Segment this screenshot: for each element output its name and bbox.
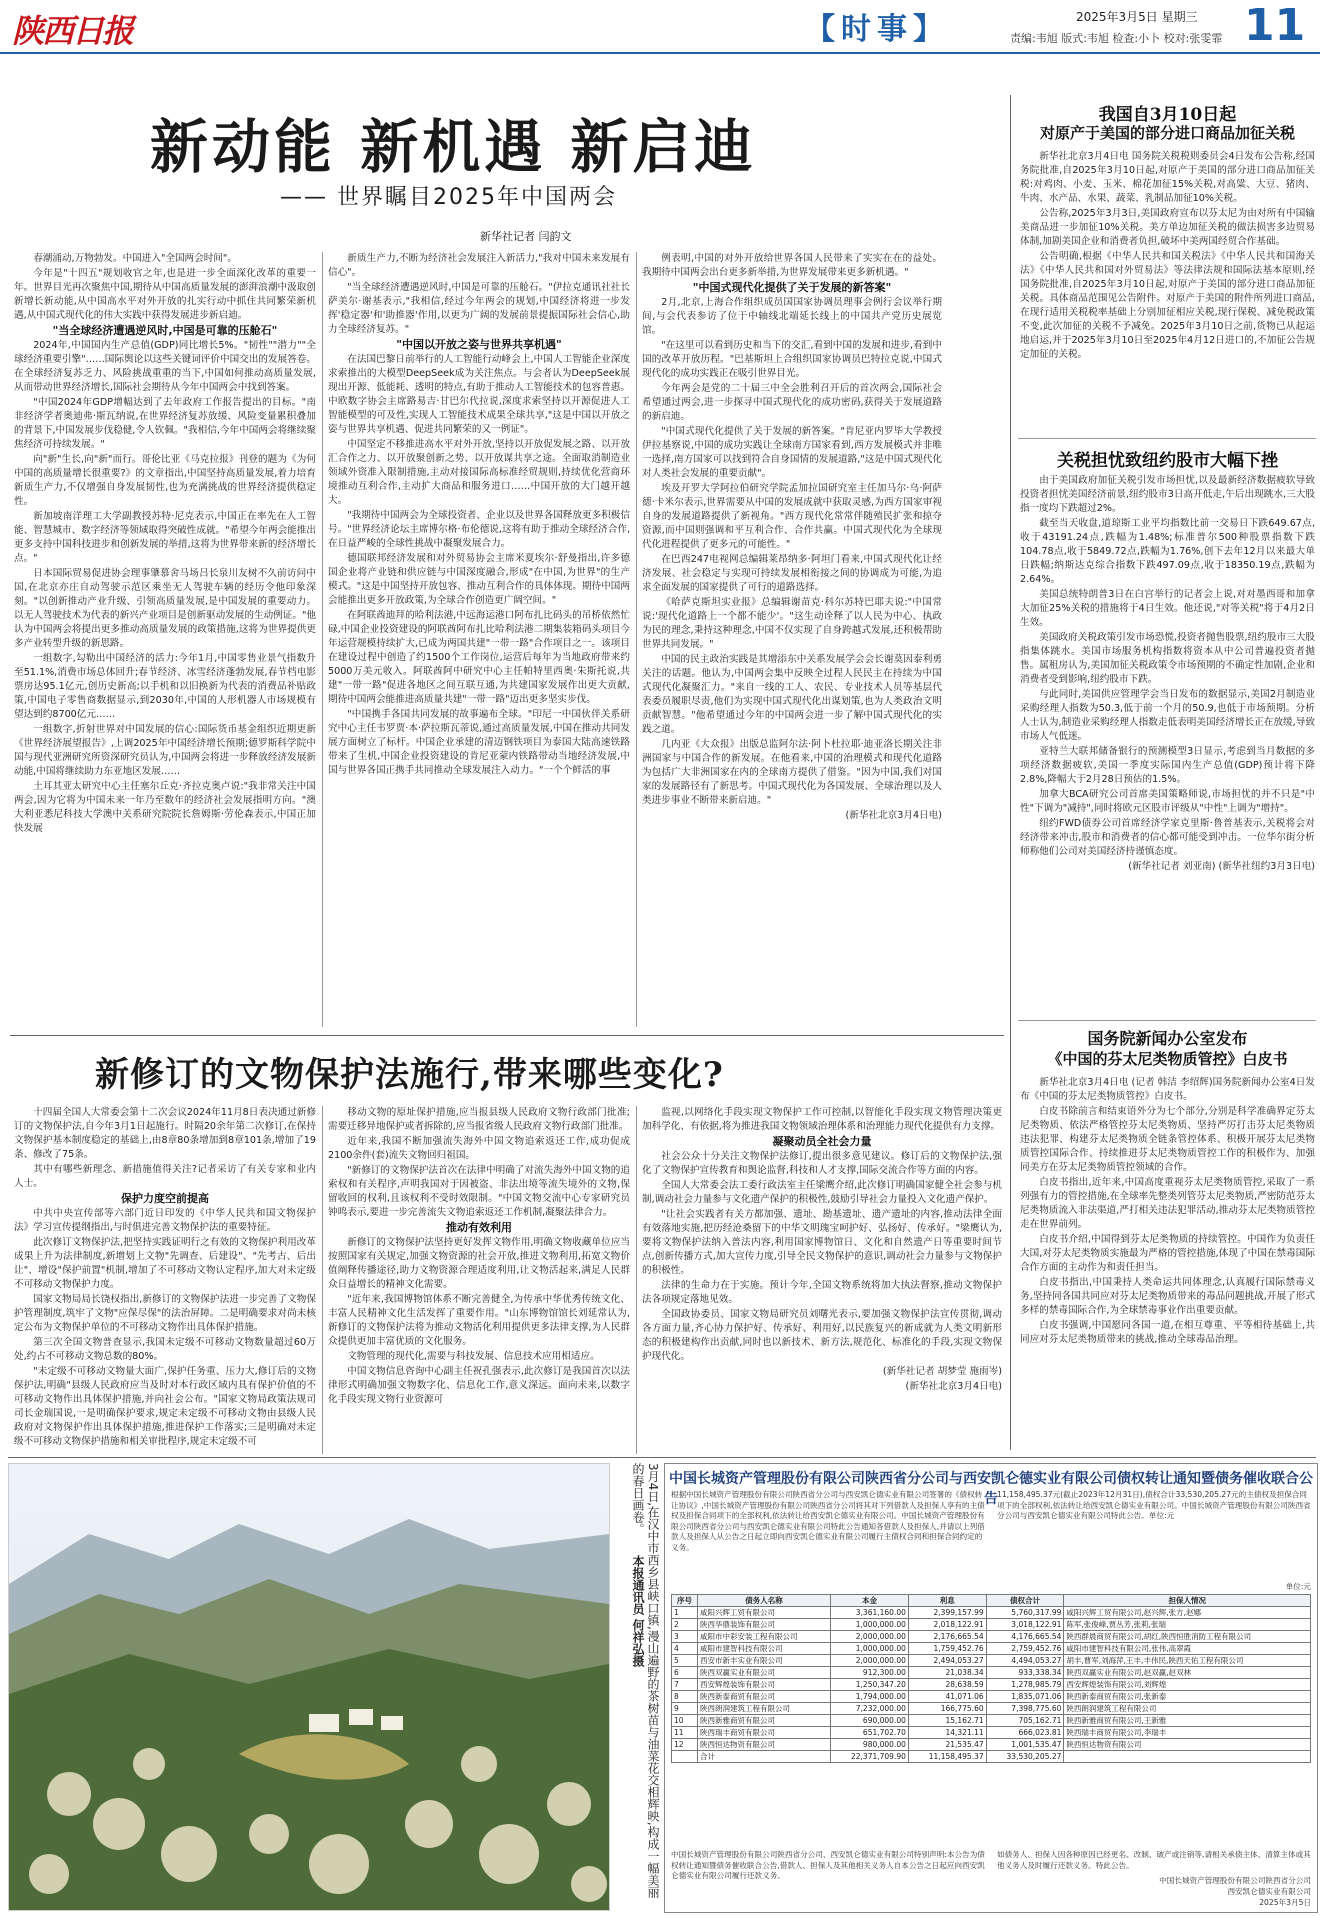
paragraph: 新修订的文物保护法坚持更好发挥文物作用,明确文物收藏单位应当按照国家有关规定,加强文物资源的社会开放,推进文物利用,拓宽文物价值阐释传播途径,助力文物资源合理适度利用,让文物活起来,满足人民群众日益增长的精神文化需要。 [328, 1237, 630, 1290]
tariff-article-body [1020, 150, 1315, 432]
table-cell: 合计 [697, 1751, 830, 1763]
paragraph: 由于美国政府加征关税引发市场担忧,以及最新经济数据疲软导致投资者担忧美国经济前景,纽约股市3日高开低走,午后出现跳水,三大股指一度均下跌超过2%。 [1020, 475, 1315, 514]
paragraph: "中国携手各国共同发展的故事遍布全球。"印尼一中国伙伴关系研究中心主任韦罗贾·本·萨拉斯瓦蒂说,通过高质量发展,中国在推动共同发展方面树立了标杆。中国企业承建的清迈钢铁项目为泰国大陆高速铁路带来了生机,中国企业投资建设的肯尼亚蒙内铁路带动当地经济发展,中国与世界各国正携手共同推动全球发展注入动力。"一个个鲜活的事 [328, 709, 630, 776]
table-cell: 陕西朗润建筑工程有限公司 [697, 1703, 830, 1715]
paragraph: 在法国巴黎日前举行的人工智能行动峰会上,中国人工智能企业深度求索推出的大模型DeepSeek成为关注焦点。与会者认为DeepSeek展现出开源、低能耗、透明的特点,有助于推动人工智能技术的包容普惠。中欧数字协会主席路易吉·甘巴尔代拉说,深度求索坚持以开源促进人工智能模型的可及性,实现人工智能技术成果全球共享,"这是中国以开放之姿与世界共享机遇、促进共同繁荣的又一例证"。 [328, 354, 630, 435]
subheading: "中国以开放之姿与世界共享机遇" [396, 338, 562, 351]
table-row [672, 1655, 1311, 1667]
notice-intro: 根据中国长城资产管理股份有限公司陕西省分公司与西安凯仑德实业有限公司签署的《债权转让协议》,中国长城资产管理股份有限公司陕西省分公司将其对下列借款人及担保人享有的主债权及担保合同项下的全部权利,依法转让给西安凯仑德实业有限公司。中国长城资产管理股份有限公司陕西省分公司与西安凯仑德实业有限公司特此公告通知各借款人及担保人,并请以上列借款人及担保人从公告之日起立即向西安凯仑德实业有限公司履行主债权合同和担保合同约定的义务。 [671, 1490, 985, 1552]
table-cell: 1,001,535.47 [986, 1739, 1064, 1751]
table-header-cell: 债务人名称 [697, 1595, 830, 1607]
relics-column-1 [14, 1106, 316, 1454]
table-cell: 41,071.06 [908, 1691, 986, 1703]
paragraph: 美国政府关税政策引发市场恐慌,投资者抛售股票,纽约股市三大股指集体跳水。美国市场服务机构指数将资本从中公司普遍投资者抛售。属租房认为,美国加征关税政策令市场预期的不确定性加剧,企业和消费者受到影响,纽约股市下跌。 [1020, 632, 1315, 685]
right-rail-divider [1010, 95, 1011, 1450]
subheading: "中国式现代化提供了关于发展的新答案" [692, 281, 892, 294]
paragraph: 监视,以网络化手段实现文物保护工作可控制,以智能化手段实现文物管理决策更加科学化、有依据,将为推进我国文物领域治理体系和治理能力现代化提供有力支撑。 [642, 1107, 1002, 1132]
issue-date: 2025年3月5日 星期三 [1076, 10, 1198, 24]
lead-column-1 [14, 252, 316, 1027]
paragraph: 日本国际贸易促进协会理事肇慕舍马场吕长泉川友树不久前访问中国,在北京亦庄自动驾驶示范区乘坐无人驾驶车辆的经历令他印象深刻。"以创新推动产业升级、引领高质量发展,是中国发展的重要动力。以无人驾驶技术为代表的新兴产业项目是创新驱动发展的生动例证。"他认为中国两会将提出更多推动高质量发展的政策措施,这将为世界提供更多产业转型升级的新思路。 [14, 568, 316, 649]
table-cell: 西安市新丰实业有限公司 [697, 1655, 830, 1667]
header-divider [0, 52, 1320, 54]
table-cell: 2,399,157.99 [908, 1607, 986, 1619]
paragraph: 国家文物局局长饶权指出,新修订的文物保护法进一步完善了文物保护管理制度,筑牢了文物"应保尽保"的法治屏障。二是明确要求对尚未核定公布为文物保护单位的不可移动文物作出具体保护措施。 [14, 1294, 316, 1333]
table-cell: 651,702.70 [831, 1727, 909, 1739]
table-cell: 2,494,053.27 [908, 1655, 986, 1667]
paragraph: 2024年,中国国内生产总值(GDP)同比增长5%。"韧性""潜力""全球经济重要引擎"……国际舆论以这些关键词评价中国交出的发展答卷。在全球经济复苏乏力、风险挑战重重的当下,中国如何推动高质量发展,从而带动世界经济增长,国际社会期待从今年中国两会中找到答案。 [14, 340, 316, 393]
whitepaper-title-line1: 国务院新闻办公室发布 [1087, 1029, 1248, 1048]
paragraph: 白皮书指出,近年来,中国高度重视芬太尼类物质管控,采取了一系列强有力的管控措施,在全球率先整类列管芬太尼类物质,严密防范芬太尼类物质流入非法渠道,严打相关违法犯罪活动,推动芬太尼类物质管控走在世界前列。 [1020, 1177, 1315, 1230]
relics-column-2 [328, 1106, 630, 1454]
table-cell: 2 [672, 1619, 698, 1631]
section-tag: 【时事】 [805, 12, 949, 47]
table-cell: 166,775.60 [908, 1703, 986, 1715]
table-cell [672, 1751, 698, 1763]
table-row [672, 1607, 1311, 1619]
table-cell: 2,759,452.76 [986, 1643, 1064, 1655]
tea-garden-photo [8, 1463, 610, 1911]
editor-credits: 责编:韦旭 版式:韦旭 检查:小卜 校对:张雯霏 [1010, 32, 1223, 45]
paragraph: 十四届全国人大常委会第十二次会议2024年11月8日表决通过新修订的文物保护法,自今年3月1日起施行。时隔20余年第二次修订,在保持文物保护基本制度稳定的基础上,由8章80条增加到8章101条,增加了19条、修改了75条。 [14, 1107, 316, 1160]
table-row [672, 1703, 1311, 1715]
table-cell: 3,018,122.91 [986, 1619, 1064, 1631]
paragraph: 此次修订文物保护法,把坚持实践证明行之有效的文物保护利用改革成果上升为法律制度,新增划上文物"先调查、后建设"、"先考古、后出让"、增设"保护前置"机制,增加了不可移动文物认定程序,加大对未定级不可移动文物保护力度。 [14, 1237, 316, 1290]
table-cell [1064, 1751, 1311, 1763]
paragraph: 亚特兰大联邦储备银行的预测模型3日显示,考虑到当月数据的多项经济数据疲软,美国一季度实际国内生产总值(GDP)预计将下降2.8%,降幅大于2月28日预估的1.5%。 [1020, 746, 1315, 785]
table-cell: 陕西双赢实业有限公司,赵双赢,赵双林 [1064, 1667, 1311, 1679]
paragraph: 新华社北京3月4日电 (记者 韩洁 李绍辉)国务院新闻办公室4日发布《中国的芬太尼类物质管控》白皮书。 [1020, 1077, 1315, 1102]
table-cell: 咸阳市建智科技有限公司 [697, 1643, 830, 1655]
paragraph: 社会公众十分关注文物保护法修订,提出很多意见建议。修订后的文物保护法,强化了文物保护宣传教育和舆论监督,科技和人才支撑,国际交流合作等方面的内容。 [642, 1151, 1002, 1176]
table-header-cell: 债权合计 [986, 1595, 1064, 1607]
table-cell: 7 [672, 1679, 698, 1691]
paragraph: 公告称,2025年3月3日,美国政府宣布以芬太尼为由对所有中国输美商品进一步加征10%关税。美方单边加征关税的做法损害多边贸易体制,加剧美国企业和消费者负担,破坏中美两国经贸合作基础。 [1020, 208, 1315, 247]
table-cell: 14,321.11 [908, 1727, 986, 1739]
paragraph: 其中有哪些新理念、新措施值得关注?记者采访了有关专家和业内人士。 [14, 1164, 316, 1189]
table-cell: 4,494,053.27 [986, 1655, 1064, 1667]
table-header-cell: 本金 [831, 1595, 909, 1607]
notice-signature-2: 西安凯仑德实业有限公司 [1227, 1887, 1311, 1896]
paragraph: 新加坡南洋理工大学副教授苏特·尼克表示,中国正在率先在人工智能、智慧城市、数字经济等领域取得突破性成就。"希望今年两会能推出更多支持中国科技进步和创新发展的举措,这将为世界带来新的经济增长点。" [14, 511, 316, 564]
dateline: (新华社北京3月4日电) [905, 1381, 1002, 1392]
table-cell: 4 [672, 1643, 698, 1655]
paragraph: 白皮书除前言和结束语外分为七个部分,分别是科学准确界定芬太尼类物质、依法严格管控芬太尼类物质、坚持严厉打击芬太尼类物质违法犯罪、构建芬太尼类物质全链条管控体系、积极开展芬太尼类物质管控国际合作、持续推进芬太尼类物质管控工作的积极作为、加强同美方在芬太尼类物质管控领域的合作。 [1020, 1106, 1315, 1173]
table-cell: 陕西瑞丰商贸有限公司,李瑞丰 [1064, 1727, 1311, 1739]
table-cell: 933,338.34 [986, 1667, 1064, 1679]
column-divider [636, 252, 637, 1027]
table-cell: 2,176,665.54 [908, 1631, 986, 1643]
paragraph: 例表明,中国的对外开放给世界各国人民带来了实实在在的益处。我期待中国两会出台更多新举措,为世界发展带来更多新机遇。" [642, 253, 942, 278]
column-divider [322, 252, 323, 1027]
table-row [672, 1619, 1311, 1631]
paragraph: "中国2024年GDP增幅达到了去年政府工作报告提出的目标。"南非经济学者奥迪弗·斯瓦纳说,在世界经济复苏放缓、风险变量累积叠加的背景下,中国发展步伐稳健,令人钦佩。"我相信,今年中国两会将继续聚焦经济可持续发展。" [14, 397, 316, 450]
paragraph: 加拿大BCA研究公司首席美国策略师说,市场担忧的并不只是"中性"下调为"减持",同时将欧元区股市评级从"中性"上调为"增持"。 [1020, 789, 1315, 814]
paragraph: 中国坚定不移推进高水平对外开放,坚持以开放促发展之路、以开放汇合作之力、以开放聚创新之势、以开放谋共享之途。全面取消制造业领域外资准入限制措施,主动对接国际高标准经贸规则,持续优化营商环境推动互利合作,主动扩大商品和服务进口……中国开放的大门越开越大。 [328, 439, 630, 506]
paragraph: "新修订的文物保护法首次在法律中明确了对流失海外中国文物的追索权和有关程序,声明我国对于因被盗、非法出境等流失境外的文物,保留收回的权利,且该权利不受时效限制。"中国文物交流中心专家研究员钟鸣表示,要进一步完善流失文物追索返还工作机制,凝聚法律合力。 [328, 1165, 630, 1218]
paragraph: 在巴西247电视网总编辑莱昂纳多·阿坦门看来,中国式现代化让经济发展、社会稳定与实现可持续发展相衔接之间的协调成为可能,为追求全面发展的国家提供了可行的道路选择。 [642, 554, 942, 593]
table-cell: 8 [672, 1691, 698, 1703]
table-cell: 5 [672, 1655, 698, 1667]
table-cell: 陕西双赢实业有限公司 [697, 1667, 830, 1679]
paragraph: 春潮涌动,万物勃发。中国进入"全国两会时间"。 [33, 253, 237, 264]
table-row [672, 1643, 1311, 1655]
page-number: 11 [1244, 0, 1306, 51]
table-cell: 陕西恒达物资有限公司 [697, 1739, 830, 1751]
paragraph: 2月,北京,上海合作组织成员国国家协调员理事会例行会议举行期间,与会代表参访了位于中轴线北端延长线上的中国共产党历史展览馆。 [642, 297, 942, 336]
paragraph: 新质生产力,不断为经济社会发展注入新活力,"我对中国未来发展有信心"。 [328, 253, 630, 278]
lead-byline: 新华社记者 闫韵文 [480, 230, 572, 243]
column-divider [636, 1106, 637, 1454]
table-cell: 陕西新雅商贸有限公司,王新雅 [1064, 1715, 1311, 1727]
paragraph: 德国联邦经济发展和对外贸易协会主席米夏埃尔·舒曼指出,许多德国企业将产业链和供应链与中国深度融合,形成"在中国,为世界"的生产模式。"这是中国坚持开放包容、推动互利合作的具体体现。期待中国两会能推出更多开放政策,为全球合作创造更广阔空间。" [328, 553, 630, 606]
debt-transfer-notice [664, 1463, 1318, 1913]
paragraph: 一组数字,折射世界对中国发展的信心:国际货币基金组织近期更新《世界经济展望报告》,上调2025年中国经济增长预期;德罗斯科学院中国与现代亚洲研究所资深研究员认为,中国两会将进一步释放经济发展新动能,中国将继续助力东亚地区发展…… [14, 724, 316, 777]
table-cell: 7,232,000.00 [831, 1703, 909, 1715]
table-cell: 666,023.81 [986, 1727, 1064, 1739]
table-cell: 陕西新泰商贸有限公司 [697, 1691, 830, 1703]
paragraph: 几内亚《大众报》出版总监阿尔法·阿卜杜拉耶·迪亚洛长期关注非洲国家与中国合作的新发展。在他看来,中国的治理模式和现代化道路为包括广大非洲国家在内的全球南方提供了借鉴。"因为中国,我们对国家的发展路径有了新思考。中国式现代化为各国发展、全球治理以及人类进步事业不断带来新启迪。" [642, 739, 942, 806]
paragraph: 中国文物信息咨询中心副主任祝孔强表示,此次修订是我国首次以法律形式明确加强文物数字化、信息化工作,意义深远。面向未来,以数字化手段实现文物行业资源可 [328, 1366, 630, 1405]
table-cell: 980,000.00 [831, 1739, 909, 1751]
table-cell: 1,835,071.06 [986, 1691, 1064, 1703]
table-row [672, 1727, 1311, 1739]
stocks-article-body [1020, 474, 1315, 1016]
relics-column-3 [642, 1106, 1002, 1454]
dateline: (新华社北京3月4日电) [845, 810, 942, 821]
paragraph: 近年来,我国不断加强流失海外中国文物追索返还工作,成功促成2100余件(套)流失文物回归祖国。 [328, 1136, 630, 1161]
paragraph: "让社会实践者有关方都加强、遗址、勘基遗址、遗产遗址的内容,推动法律全面有效落地实施,把历经沧桑留下的中华文明瑰宝呵护好、弘扬好、传承好。"梁鹰认为,要将文物保护法纳入普法内容,利用国家博物馆日、文化和自然遗产日等重要时间节点,创新传播方式,加大宣传力度,引导全民文物保护的意识,调动社会力量参与文物保护的积极性。 [642, 1209, 1002, 1276]
table-cell: 1 [672, 1607, 698, 1619]
section-divider [1018, 1020, 1316, 1021]
table-cell: 5,760,317.99 [986, 1607, 1064, 1619]
table-cell: 陈军,张俊峰,贾丛芳,张莉,张瑞 [1064, 1619, 1311, 1631]
table-header-cell: 利息 [908, 1595, 986, 1607]
table-cell: 11 [672, 1727, 698, 1739]
table-row [672, 1667, 1311, 1679]
table-cell: 咸阳兴辉工贸有限公司 [697, 1607, 830, 1619]
table-cell: 21,535.47 [908, 1739, 986, 1751]
lead-column-3 [642, 252, 942, 1027]
paragraph: 《哈萨克斯坦实业报》总编辑谢苗克·科尔苏特巴耶夫说:"中国常说:'现代化道路上一个都不能少'。"这生动诠释了以人民为中心、执政为民的理念,秉持这种理念,中国不仅实现了自身跨越式发展,还积极帮助世界共同发展。" [642, 597, 942, 650]
landscape-illustration [9, 1464, 609, 1910]
table-cell: 1,759,452.76 [908, 1643, 986, 1655]
notice-title: 中国长城资产管理股份有限公司陕西省分公司与西安凯仑德实业有限公司债权转让通知暨债务催收联合公告 [669, 1471, 1313, 1507]
paragraph: 全国政协委员、国家文物局研究员刘曙光表示,要加强文物保护法宣传贯彻,调动各方面力量,齐心协力保护好、传承好、利用好,以民族复兴的新成就为人类文明新形态的积极建构作出贡献,同时也以新技术、新方法,规范化、标准化的手段,实现文物保护现代化。 [642, 1309, 1002, 1362]
paragraph: 纽约FWD债券公司首席经济学家克里斯·鲁普基表示,关税将会对经济带来冲击,股市和消费者的信心都可能受到冲击。一位华尔街分析师称他们公司对美国经济持谨慎态度。 [1020, 818, 1315, 857]
paragraph: 全国人大常委会法工委行政法室主任梁鹰介绍,此次修订明确国家健全社会参与机制,调动社会力量参与文化遗产保护的积极性,鼓励引导社会力量投入文化遗产保护。 [642, 1180, 1002, 1205]
notice-unit: 单位:元 [1285, 1582, 1311, 1591]
subheading: "当全球经济遭遇逆风时,中国是可靠的压舱石" [52, 324, 278, 337]
notice-footer-right: 如债务人、担保人因各种原因已经更名、改制、破产或注销等,请相关承债主体、清算主体或其他义务人及时履行还款义务。特此公告。 [997, 1850, 1311, 1870]
lead-headline: 新动能 新机遇 新启迪 [150, 113, 757, 181]
paragraph: 公告明确,根据《中华人民共和国关税法》《中华人民共和国海关法》《中华人民共和国对外贸易法》等法律法规和国际法基本原则,经国务院批准,自2025年3月10日起,对原产于美国的部分进口商品加征关税。具体商品范围见公告附件。对原产于美国的附件所列进口商品,在现行适用关税税率基础上分别加征相应关税,现行保税、减免税政策不变,此次加征的关税不予减免。2025年3月10日之前,货物已从起运地启运,并于2025年3月10日至2025年4月12日进口的,不加征公告规定加征的关税。 [1020, 251, 1315, 360]
table-cell: 西安辉煌装饰有限公司 [697, 1679, 830, 1691]
table-cell: 陕西新雅商贸有限公司 [697, 1715, 830, 1727]
paragraph: 白皮书指出,中国秉持人类命运共同体理念,认真履行国际禁毒义务,坚持同各国共同应对芬太尼类物质带来的毒品问题挑战,开展了形式多样的禁毒国际合作,为全球禁毒事业作出重要贡献。 [1020, 1277, 1315, 1316]
paragraph: 土耳其亚太研究中心主任塞尔丘克·齐拉克奥卢说:"我非常关注中国两会,因为它将为中国未来一年乃至数年的经济社会发展指明方向。"澳大利亚悉尼科技大学澳中关系研究院院长詹姆斯·劳伦森表示,中国正加快发展 [14, 781, 316, 834]
paragraph: "我期待中国两会为全球投资者、企业以及世界各国释放更多积极信号。"世界经济论坛主席博尔格·布伦德说,这将有助于推动全球经济合作,在日益严峻的全球性挑战中凝聚发展合力。 [328, 510, 630, 549]
whitepaper-article-body [1020, 1076, 1315, 1452]
whitepaper-title-line2: 《中国的芬太尼类物质管控》白皮书 [1047, 1050, 1288, 1068]
table-cell: 7,398,775.60 [986, 1703, 1064, 1715]
photo-caption [616, 1463, 660, 1909]
table-header-cell: 序号 [672, 1595, 698, 1607]
paragraph: 新华社北京3月4日电 国务院关税税则委员会4日发布公告称,经国务院批准,自2025年3月10日起,对原产于美国的部分进口商品加征关税:对鸡肉、小麦、玉米、棉花加征15%关税,对高粱、大豆、猪肉、牛肉、水产品、水果、蔬菜、乳制品加征10%关税。 [1020, 151, 1315, 204]
photo-caption-text: 3月4日,在汉中市西乡县峡口镇,漫山遍野的茶树苗与油菜花交相辉映,构成一幅美丽的春日画卷。 [631, 1463, 660, 1898]
paragraph: 白皮书介绍,中国得到芬太尼类物质的持续管控。中国作为负责任大国,对芬太尼类物质实施最为严格的管控措施,体现了中国在禁毒国际合作方面的主动作为和责任担当。 [1020, 1234, 1315, 1273]
paragraph: 法律的生命力在于实施。预计今年,全国文物系统将加大执法督察,推动文物保护法各项规定落地见效。 [642, 1280, 1002, 1305]
paragraph: 在阿联酋迪拜的哈利法港,中远海运港口阿布扎比码头的吊桥依然忙碌,中国企业投资建设的阿联酋阿布扎比哈利法港二期集装箱码头项目今年运营规模持续扩大,已成为两国共建"一带一路"合作项目之一。该项目在建设过程中创造了约1500个工作岗位,运营后每年为当地政府带来约5000万美元收入。阿联酋阿中研究中心主任帕特里西奥·朱斯托说,共建"一带一路"促进各地区之间互联互通,为共建国家发展作出更大贡献,期待中国两会能推进高质量共建"一带一路"迈出更多坚实步伐。 [328, 610, 630, 705]
table-cell: 咸阳兴辉工贸有限公司,赵兴辉,张方,赵娜 [1064, 1607, 1311, 1619]
paragraph: "在这里可以看到历史和当下的交汇,看到中国的发展和进步,看到中国的改革开放历程。"巴基斯坦上合组织国家协调员巴特拉克说,中国式现代化的成功实践正在吸引世界目光。 [642, 340, 942, 379]
paragraph: 截至当天收盘,道琼斯工业平均指数比前一交易日下跌649.67点,收于43191.24点,跌幅为1.48%;标准普尔500种股票指数下跌104.78点,收于5849.72点,跌幅为1.76%,创下去年12月以来最大单日跌幅;纳斯达克综合指数下跌497.09点,收于18350.19点,跌幅为2.64%。 [1020, 518, 1315, 585]
paragraph: "中国式现代化提供了关于发展的新答案。"肯尼亚内罗毕大学教授伊拉基察说,中国的成功实践让全球南方国家看到,西方发展模式并非唯一选择,南方国家可以找到符合自身国情的发展道路,"这是中国式现代化对人类社会发展的重要贡献"。 [642, 426, 942, 479]
table-cell: 陕西瑞丰商贸有限公司 [697, 1727, 830, 1739]
relics-headline: 新修订的文物保护法施行,带来哪些变化? [95, 1055, 724, 1095]
table-cell: 1,794,000.00 [831, 1691, 909, 1703]
column-divider [322, 1106, 323, 1454]
table-cell: 陕西恒达物资有限公司 [1064, 1739, 1311, 1751]
table-cell: 2,018,122.91 [908, 1619, 986, 1631]
table-cell: 3 [672, 1631, 698, 1643]
paragraph: "当全球经济遭遇逆风时,中国是可靠的压舱石。"伊拉克通讯社社长萨美尔·谢基表示,"我相信,经过今年两会的规划,中国经济将进一步发挥'稳定器'和'助推器'作用,以更为广阔的发展前景提振国际社会信心,助力全球经济复苏。" [328, 282, 630, 335]
table-cell: 11,158,495.37 [908, 1751, 986, 1763]
table-cell: 21,038.34 [908, 1667, 986, 1679]
table-cell: 912,300.00 [831, 1667, 909, 1679]
paragraph: 今年两会是党的二十届三中全会胜利召开后的首次两会,国际社会希望通过两会,进一步探寻中国式现代化的成功密码,获得关于发展道路的新启迪。 [642, 383, 942, 422]
newspaper-masthead: 陕西日报 [12, 12, 133, 50]
subheading: 保护力度空前提高 [121, 1192, 209, 1205]
lead-column-2 [328, 252, 630, 1027]
table-cell: 1,000,000.00 [831, 1619, 909, 1631]
stocks-title: 关税担忧致纽约股市大幅下挫 [1057, 451, 1278, 471]
table-cell: 咸阳市中彩安装工程有限公司 [697, 1631, 830, 1643]
section-divider [1018, 438, 1316, 439]
table-cell: 西安辉煌装饰有限公司,刘辉煌 [1064, 1679, 1311, 1691]
table-cell: 22,371,709.90 [831, 1751, 909, 1763]
notice-signature-1: 中国长城资产管理股份有限公司陕西省分公司 [1159, 1876, 1311, 1885]
lead-subhead: —— 世界瞩目2025年中国两会 [280, 185, 617, 210]
section-divider [8, 1457, 1316, 1458]
notice-footer-left: 中国长城资产管理股份有限公司陕西省分公司、西安凯仑德实业有限公司特别声明:本公告为债权转让通知暨债务催收联合公告,借款人、担保人及其他相关义务人自本公告之日起应向西安凯仑德实业有限公司履行还款义务。 [671, 1850, 985, 1880]
table-row [672, 1691, 1311, 1703]
tariff-title-line1: 我国自3月10日起 [1098, 105, 1237, 125]
paragraph: 中共中央宣传部等六部门近日印发的《中华人民共和国文物保护法》学习宣传提纲指出,与时俱进完善文物保护法的重要特征。 [14, 1208, 316, 1233]
table-cell: 1,278,985.79 [986, 1679, 1064, 1691]
table-cell: 4,176,665.54 [986, 1631, 1064, 1643]
table-row [672, 1631, 1311, 1643]
paragraph: 向"新"生长,向"新"而行。哥伦比亚《马克拉报》刊登的题为《为何中国的高质量增长很重要?》的文章指出,中国坚持高质量发展,着力培育新质生产力,不仅增强自身发展韧性,也为充满挑战的世界经济提供稳定性。 [14, 454, 316, 507]
notice-table [671, 1594, 1311, 1763]
table-cell: 1,250,347.20 [831, 1679, 909, 1691]
table-row [672, 1751, 1311, 1763]
dateline: (新华社记者 刘亚南) (新华社纽约3月3日电) [1128, 861, 1315, 872]
table-cell: 3,361,160.00 [831, 1607, 909, 1619]
table-cell: 690,000.00 [831, 1715, 909, 1727]
table-cell: 28,638.59 [908, 1679, 986, 1691]
paragraph: "未定级不可移动文物量大面广,保护任务重、压力大,修订后的文物保护法,明确"县级人民政府应当及时对本行政区域内具有保护价值的不可移动文物作出具体保护措施,并向社会公布。"国家文物局政策法规司司长金瑞国说,一是明确保护要求,规定未定级不可移动文物由县级人民政府对文物保护作出具体保护措施,推进保护工作落实;三是明确对未定级不可移动文物保护措施和相关审批程序,规定未定级不可 [14, 1366, 316, 1447]
table-header-cell: 担保人情况 [1064, 1595, 1311, 1607]
dateline: (新华社记者 胡梦莹 施雨岑) [882, 1366, 1002, 1377]
table-cell: 胡丰,曹军,刘海萍,王丰,丰伟民,陕西天佑工程有限公司 [1064, 1655, 1311, 1667]
subheading: 推动有效利用 [446, 1221, 512, 1234]
paragraph: 移动文物的原址保护措施,应当报县级人民政府文物行政部门批准;需要迁移异地保护或者拆除的,应当报省级人民政府文物行政部门批准。 [328, 1107, 630, 1132]
photo-credit: 本报通讯员 何祥弘摄 [631, 1554, 645, 1668]
paragraph: "近年来,我国博物馆体系不断完善健全,为传承中华优秀传统文化、丰富人民精神文化生活发挥了重要作用。"山东博物馆馆长刘延常认为,新修订的文物保护法将为推动文物活化利用提供更多法律支撑,为人民群众提供更加丰富优质的文化服务。 [328, 1294, 630, 1347]
paragraph: 第三次全国文物普查显示,我国未定级不可移动文物数量超过60万处,约占不可移动文物总数的80%。 [14, 1337, 316, 1362]
section-divider [10, 1035, 1004, 1036]
table-cell: 陕西朗润建筑工程有限公司 [1064, 1703, 1311, 1715]
notice-signature-date: 2025年3月5日 [1259, 1898, 1311, 1907]
paragraph: 与此同时,美国供应管理学会当日发布的数据显示,美国2月制造业采购经理人指数为50.3,低于前一个月的50.9,也低于市场预期。分析人士认为,制造业采购经理人指数走低表明美国经济增长正在放缓,导致市场人气低迷。 [1020, 689, 1315, 742]
paragraph: 一组数字,勾勒出中国经济的活力:今年1月,中国零售业景气指数升至51.1%,消费市场总体回升;春节经济、冰雪经济蓬勃发展,春节档电影票房达95.1亿元,创历史新高;以手机和以旧换新为代表的消费品补贴政策,中国电子零售商数据显示,到2030年,中国的人形机器人市场规模有望达到约8700亿元…… [14, 653, 316, 720]
table-cell: 705,162.71 [986, 1715, 1064, 1727]
tariff-title-line2: 对原产于美国的部分进口商品加征关税 [1039, 124, 1295, 142]
paragraph: 今年是"十四五"规划收官之年,也是进一步全面深化改革的重要一年。世界目光再次聚焦中国,期待从中国高质量发展的澎湃浪潮中汲取创新增长新动能,从中国高水平对外开放的扎实行动中抓住共同繁荣新机遇,从中国式现代化的伟大实践中获得发展进步新启迪。 [14, 268, 316, 321]
table-cell: 15,162.71 [908, 1715, 986, 1727]
table-cell: 12 [672, 1739, 698, 1751]
table-cell: 6 [672, 1667, 698, 1679]
table-row [672, 1715, 1311, 1727]
table-cell: 2,000,000.00 [831, 1631, 909, 1643]
table-cell: 1,000,000.00 [831, 1643, 909, 1655]
paragraph: 白皮书强调,中国愿同各国一道,在相互尊重、平等相待基础上,共同应对芬太尼类物质带来的挑战,推动全球毒品治理。 [1020, 1320, 1315, 1345]
table-cell: 33,530,205.27 [986, 1751, 1064, 1763]
table-cell: 陕西群晨商贸有限公司,胡红,陕西恒胜消防工程有限公司 [1064, 1631, 1311, 1643]
table-cell: 9 [672, 1703, 698, 1715]
paragraph: 美国总统特朗普3日在白宫举行的记者会上说,对对墨西哥和加拿大加征25%关税的措施将于4日生效。他还说,"对等关税"将于4月2日生效。 [1020, 589, 1315, 628]
table-cell: 陕西华鼎装饰有限公司 [697, 1619, 830, 1631]
table-row [672, 1679, 1311, 1691]
table-cell: 陕西新泰商贸有限公司,张新泰 [1064, 1691, 1311, 1703]
notice-intro-continued: 11,158,495.37元(截止2023年12月31日),债权合计33,530,205.27元的主债权及担保合同项下的全部权利,依法转让给西安凯仑德实业有限公司。中国长城资产管理股份有限公司陕西省分公司与西安凯仑德实业有限公司特此公告。单位:元 [997, 1490, 1311, 1520]
table-cell: 咸阳市建智科技有限公司,张伟,高翠霞 [1064, 1643, 1311, 1655]
table-row [672, 1739, 1311, 1751]
table-cell: 10 [672, 1715, 698, 1727]
paragraph: 埃及开罗大学阿拉伯研究学院孟加拉国研究室主任加马尔·乌·阿萨德·卡米尔表示,世界需要从中国的发展成就中获取灵感,为西方国家审视自身的发展道路提供了新视角。"西方现代化常常伴随殖民扩张和掠夺资源,而中国则强调和平互利合作、合作共赢。中国式现代化为全球现代化进程提供了更多元的可能性。" [642, 483, 942, 550]
subheading: 凝聚动员全社会力量 [772, 1135, 872, 1148]
paragraph: 文物管理的现代化,需要与科技发展、信息技术应用相适应。 [347, 1351, 600, 1362]
paragraph: 中国的民主政治实践是其增添东中关系发展学会会长谢莫因泰利勇关注的话题。他认为,中国两会集中反映全过程人民民主在持续为中国式现代化凝聚汇力。"来自一线的工人、农民、专业技术人员等基层代表委员履职尽责,他们为实现中国式现代化出谋划策,也为人类政治文明贡献智慧。"他希望通过今年的中国两会进一步了解中国式现代化的实践之道。 [642, 654, 942, 735]
table-cell: 2,000,000.00 [831, 1655, 909, 1667]
